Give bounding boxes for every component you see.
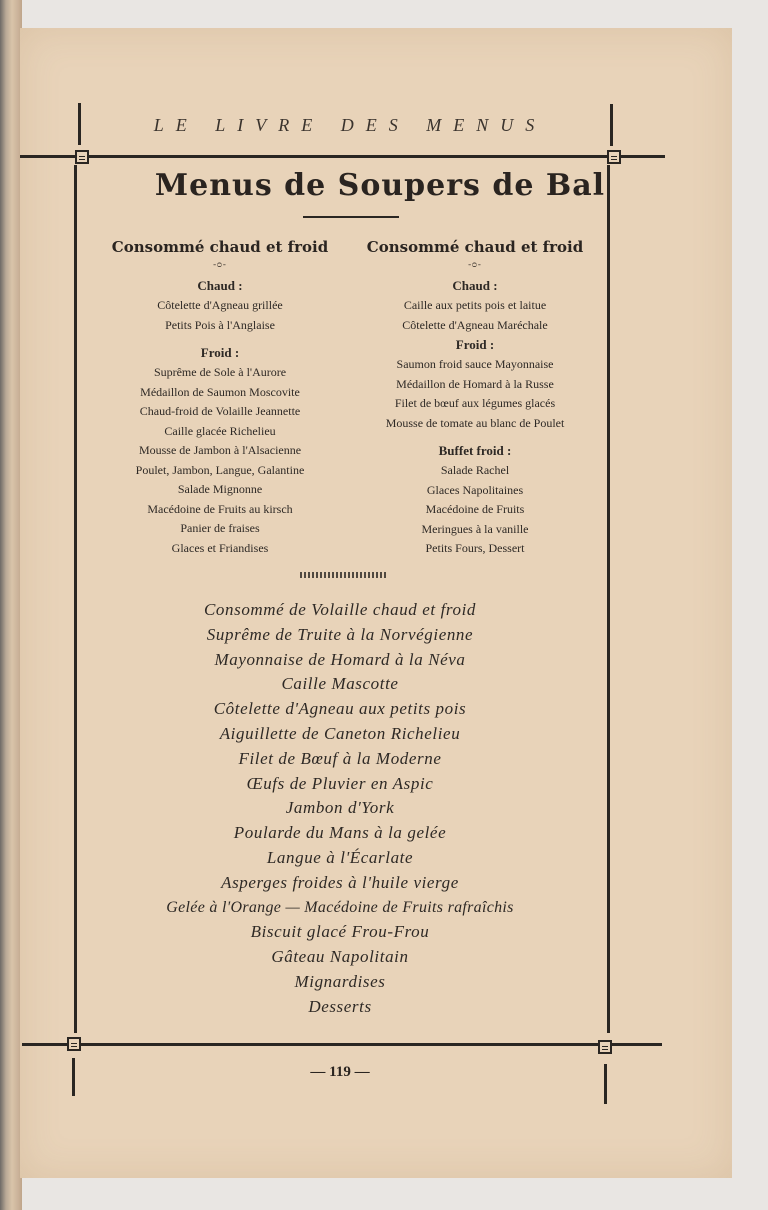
section-heading-chaud: Chaud : (452, 278, 498, 293)
section-heading-buffet: Buffet froid : (438, 443, 512, 458)
menu-item: Côtelette d'Agneau aux petits pois (213, 699, 467, 719)
menu-item: Caille aux petits pois et laitue (403, 298, 547, 312)
frame-right-top-stub (610, 104, 613, 146)
page-number: — 119 — (310, 1064, 370, 1080)
page-title: Menus de Soupers de Bal (154, 168, 606, 203)
menu-item: Petits Fours, Dessert (425, 541, 525, 555)
menu-item: Mayonnaise de Homard à la Néva (214, 649, 466, 669)
menu-item: Médaillon de Homard à la Russe (396, 376, 554, 391)
menu-heading: Consommé chaud et froid (366, 238, 584, 256)
menu-item: Poularde du Mans à la gelée (233, 823, 447, 843)
frame-left-rule (74, 165, 77, 1033)
menu-item: Aiguillette de Caneton Richelieu (219, 723, 461, 743)
left-menu (100, 236, 340, 558)
frame-top-rule (20, 155, 665, 158)
menu-item: Salade Mignonne (177, 482, 263, 496)
frame-left-bottom-stub (72, 1058, 75, 1096)
menu-item: Mignardises (294, 971, 386, 991)
frame-right-rule (607, 165, 610, 1033)
menu-item: Glaces et Friandises (171, 540, 269, 555)
title-underline (303, 216, 399, 218)
menu-item: Médaillon de Saumon Moscovite (140, 384, 300, 399)
menu-item: Côtelette d'Agneau grillée (157, 298, 283, 312)
frame-bottom-rule (22, 1043, 662, 1046)
wavy-separator (300, 572, 386, 578)
menu-item: Consommé de Volaille chaud et froid (203, 600, 477, 619)
menu-item: Côtelette d'Agneau Maréchale (402, 317, 548, 332)
menu-item: Suprême de Truite à la Norvégienne (206, 624, 474, 644)
menu-item: Filet de bœuf aux légumes glacés (394, 396, 556, 410)
section-heading-chaud: Chaud : (197, 278, 243, 293)
frame-corner-ornament-icon (598, 1040, 612, 1054)
menu-item: Asperges froides à l'huile vierge (221, 872, 459, 892)
book-spine-edge (0, 0, 22, 1210)
menu-item: Macédoine de Fruits (425, 502, 525, 516)
menu-item: Mousse de tomate au blanc de Poulet (385, 415, 565, 430)
menu-item: Mousse de Jambon à l'Alsacienne (138, 443, 302, 457)
right-menu (350, 236, 600, 559)
menu-heading: Consommé chaud et froid (111, 238, 329, 256)
menu-item: Desserts (308, 996, 372, 1016)
section-heading-froid: Froid : (455, 337, 495, 352)
menu-item: Petits Pois à l'Anglaise (165, 317, 275, 332)
menu-item: Caille glacée Richelieu (164, 423, 276, 438)
frame-left-top-stub (78, 103, 81, 145)
frame-corner-ornament-icon (607, 150, 621, 164)
menu-item: Langue à l'Écarlate (266, 847, 414, 867)
menu-item: Caille Mascotte (281, 674, 399, 694)
menu-item: Filet de Bœuf à la Moderne (238, 748, 442, 768)
menu-item: Gâteau Napolitain (271, 947, 409, 967)
frame-corner-ornament-icon (75, 150, 89, 164)
menu-item: Salade Rachel (440, 463, 510, 477)
third-menu (90, 598, 590, 1020)
menu-item: Œufs de Pluvier en Aspic (246, 773, 434, 793)
menu-item: Jambon d'York (285, 798, 395, 818)
menu-item: Chaud-froid de Volaille Jeannette (139, 404, 301, 418)
ornament-divider-icon: -ᴑ- (213, 259, 227, 269)
menu-item: Saumon froid sauce Mayonnaise (396, 357, 554, 371)
frame-corner-ornament-icon (67, 1037, 81, 1051)
menu-item: Glaces Napolitaines (426, 482, 524, 497)
menu-item: Suprême de Sole à l'Aurore (153, 365, 287, 379)
menu-item: Gelée à l'Orange — Macédoine de Fruits rafraîchis (166, 898, 514, 916)
menu-item: Macédoine de Fruits au kirsch (147, 501, 293, 516)
section-heading-froid: Froid : (200, 345, 240, 360)
running-head: LE LIVRE DES MENUS (153, 115, 547, 135)
menu-item: Panier de fraises (180, 521, 260, 535)
frame-right-bottom-stub (604, 1064, 607, 1104)
menu-item: Poulet, Jambon, Langue, Galantine (135, 462, 305, 477)
menu-item: Meringues à la vanille (421, 521, 529, 536)
ornament-divider-icon: -ᴑ- (468, 259, 482, 269)
menu-item: Biscuit glacé Frou-Frou (250, 922, 430, 942)
